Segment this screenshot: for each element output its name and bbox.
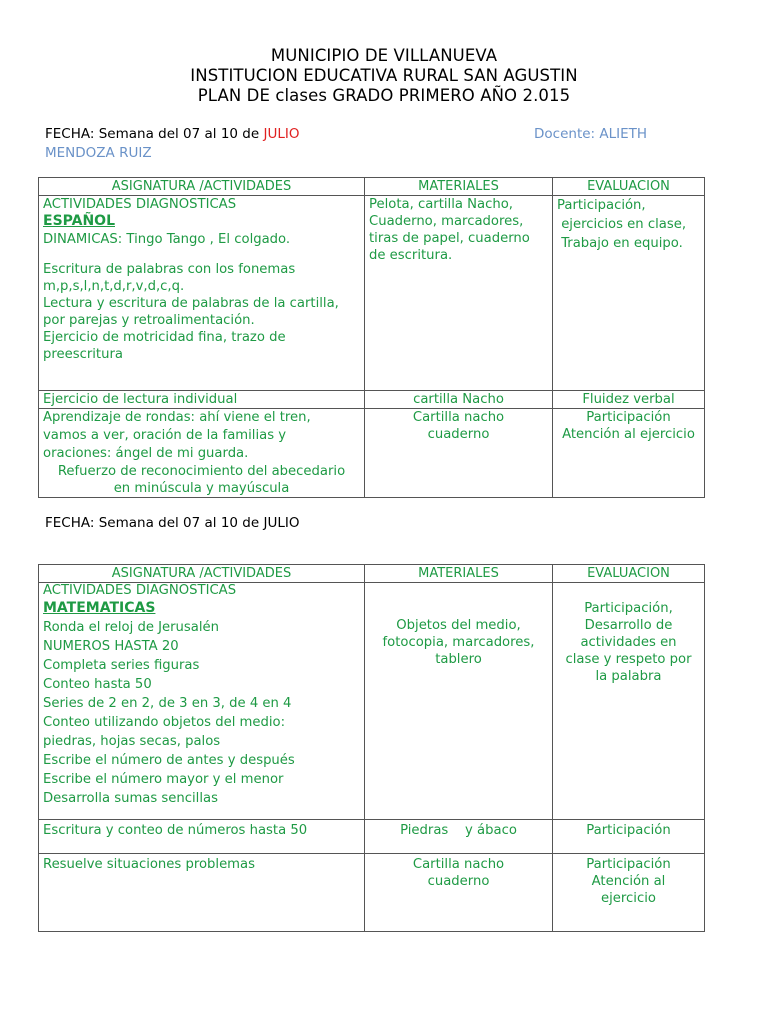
activity-line: Ronda el reloj de Jerusalén xyxy=(43,620,219,635)
material-line: Cartilla nacho xyxy=(412,410,505,425)
date-line-2: FECHA: Semana del 07 al 10 de JULIO xyxy=(45,515,300,531)
evaluation-cell: Fluidez verbal xyxy=(553,391,705,409)
material-line: de escritura. xyxy=(369,248,453,263)
plan-title: PLAN DE clases GRADO PRIMERO AÑO 2.015 xyxy=(197,86,571,105)
plan-table-math xyxy=(38,564,705,932)
activity-line: Escribe el número de antes y después xyxy=(43,753,295,768)
activities-cell: Resuelve situaciones problemas xyxy=(39,854,365,932)
evaluation-line: la palabra xyxy=(595,669,662,684)
materials-cell xyxy=(365,409,553,498)
evaluation-cell xyxy=(553,196,705,391)
column-header-materials: MATERIALES xyxy=(365,565,553,583)
table-header-row xyxy=(39,565,705,583)
evaluation-cell: Participación xyxy=(553,820,705,854)
teacher-surname: MENDOZA RUIZ xyxy=(45,145,152,161)
activities-cell xyxy=(39,196,365,391)
materials-cell: cartilla Nacho xyxy=(365,391,553,409)
plan-table-spanish xyxy=(38,177,705,498)
material-line: Pelota, cartilla Nacho, xyxy=(369,197,513,212)
activities-cell: Ejercicio de lectura individual xyxy=(39,391,365,409)
materials-cell xyxy=(365,854,553,932)
evaluation-line: Desarrollo de xyxy=(584,618,673,633)
document-header xyxy=(0,46,768,106)
activity-line: Escritura de palabras con los fonemas xyxy=(43,262,296,277)
activity-line: Escribe el número mayor y el menor xyxy=(43,772,284,787)
evaluation-line: Participación, xyxy=(557,198,646,213)
institution-title: INSTITUCION EDUCATIVA RURAL SAN AGUSTIN xyxy=(190,66,578,85)
activity-line: vamos a ver, oración de la familias y xyxy=(43,428,287,443)
materials-cell xyxy=(365,583,553,820)
date-line-1 xyxy=(45,125,299,143)
date-prefix: FECHA: Semana del 07 al 10 de xyxy=(45,126,264,142)
materials-cell: Piedras y ábaco xyxy=(365,820,553,854)
table-row xyxy=(39,391,705,409)
evaluation-line: actividades en xyxy=(580,635,677,650)
activity-line: m,p,s,l,n,t,d,r,v,d,c,q. xyxy=(43,279,185,294)
teacher-label: Docente: ALIETH xyxy=(534,126,648,142)
column-header-activities: ASIGNATURA /ACTIVIDADES xyxy=(39,565,365,583)
activities-cell xyxy=(39,583,365,820)
subject-name: MATEMATICAS xyxy=(43,600,156,616)
evaluation-line: Participación xyxy=(586,857,671,872)
material-line: tablero xyxy=(435,652,482,667)
activity-line: Ejercicio de motricidad fina, trazo de xyxy=(43,330,286,345)
evaluation-cell xyxy=(553,409,705,498)
activity-line: Conteo utilizando objetos del medio: xyxy=(43,715,286,730)
activities-title: ACTIVIDADES DIAGNOSTICAS xyxy=(43,583,237,598)
material-line: cuaderno xyxy=(427,427,490,442)
evaluation-line: Participación, xyxy=(584,601,673,616)
table-row xyxy=(39,409,705,498)
evaluation-cell xyxy=(553,854,705,932)
column-header-materials: MATERIALES xyxy=(365,178,553,196)
column-header-evaluation: EVALUACION xyxy=(553,178,705,196)
table-header-row xyxy=(39,178,705,196)
activity-line: Conteo hasta 50 xyxy=(43,677,152,692)
activity-line: piedras, hojas secas, palos xyxy=(43,734,221,749)
evaluation-line: ejercicios en clase, xyxy=(557,217,687,232)
activity-line: oraciones: ángel de mi guarda. xyxy=(43,446,249,461)
subject-name: ESPAÑOL xyxy=(43,213,115,229)
activity-line: preescritura xyxy=(43,347,123,362)
municipality-title: MUNICIPIO DE VILLANUEVA xyxy=(270,46,498,65)
table-row xyxy=(39,583,705,820)
activity-line: Completa series figuras xyxy=(43,658,200,673)
evaluation-cell xyxy=(553,583,705,820)
activity-line: NUMEROS HASTA 20 xyxy=(43,639,179,654)
activity-line: Refuerzo de reconocimiento del abecedario xyxy=(57,464,346,479)
material-line: Cuaderno, marcadores, xyxy=(369,214,524,229)
evaluation-line: Participación xyxy=(586,410,671,425)
activity-line: Lectura y escritura de palabras de la cartilla, xyxy=(43,296,339,311)
activities-cell xyxy=(39,409,365,498)
material-line: Objetos del medio, xyxy=(396,618,521,633)
activity-line: en minúscula y mayúscula xyxy=(113,481,290,496)
material-line: cuaderno xyxy=(427,874,490,889)
activity-line: Desarrolla sumas sencillas xyxy=(43,791,218,806)
evaluation-line: Trabajo en equipo. xyxy=(557,236,683,251)
column-header-activities: ASIGNATURA /ACTIVIDADES xyxy=(39,178,365,196)
activity-line: DINAMICAS: Tingo Tango , El colgado. xyxy=(43,232,291,247)
evaluation-line: Atención al ejercicio xyxy=(562,427,695,442)
activity-line: Series de 2 en 2, de 3 en 3, de 4 en 4 xyxy=(43,696,292,711)
column-header-evaluation: EVALUACION xyxy=(553,565,705,583)
material-line: tiras de papel, cuaderno xyxy=(369,231,530,246)
date-month: JULIO xyxy=(263,126,300,142)
materials-cell xyxy=(365,196,553,391)
activity-line: por parejas y retroalimentación. xyxy=(43,313,255,328)
activities-title: ACTIVIDADES DIAGNOSTICAS xyxy=(43,197,237,212)
material-line: Cartilla nacho xyxy=(412,857,505,872)
table-row xyxy=(39,196,705,391)
activity-line: Aprendizaje de rondas: ahí viene el tren, xyxy=(43,410,311,425)
activities-cell: Escritura y conteo de números hasta 50 xyxy=(39,820,365,854)
material-line: fotocopia, marcadores, xyxy=(382,635,535,650)
evaluation-line: clase y respeto por xyxy=(565,652,692,667)
evaluation-line: Atención al xyxy=(591,874,666,889)
evaluation-line: ejercicio xyxy=(601,891,656,906)
table-row xyxy=(39,854,705,932)
table-row xyxy=(39,820,705,854)
